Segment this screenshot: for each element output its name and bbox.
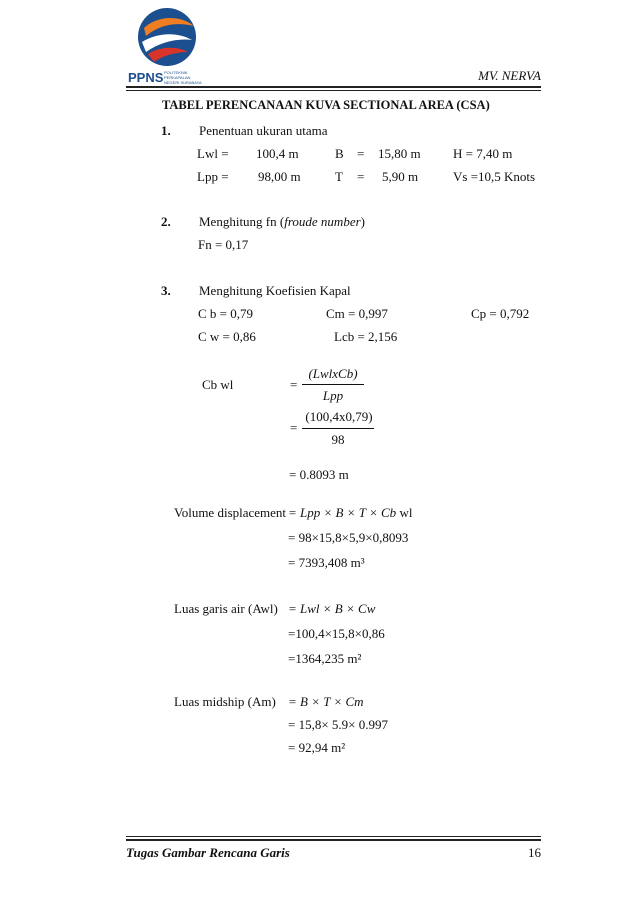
cp-value: Cp = 0,792 [471, 306, 530, 321]
awl-result: =1364,235 m² [288, 651, 362, 666]
cbwl-denominator-1: Lpp [322, 388, 344, 403]
section-2-number: 2. [161, 214, 171, 229]
cb-value: C b = 0,79 [198, 306, 254, 321]
t-eq: = [357, 169, 365, 184]
section-1-heading: Penentuan ukuran utama [199, 123, 328, 138]
section-3-number: 3. [161, 283, 171, 298]
lwl-label: Lwl = [197, 146, 229, 161]
h-value: H = 7,40 m [453, 146, 513, 161]
footer-title: Tugas Gambar Rencana Garis [126, 845, 290, 860]
t-label: T [335, 169, 343, 184]
logo-subtext-3: NEGERI SURABAYA [164, 80, 202, 85]
ppns-logo [128, 6, 208, 88]
volume-formula [288, 505, 412, 521]
awl-formula: = Lwl × B × Cw [288, 601, 376, 616]
page-title: TABEL PERENCANAAN KUVA SECTIONAL AREA (CSA) [162, 98, 490, 112]
am-result: = 92,94 m² [288, 740, 346, 755]
cbwl-eq-2: = [290, 420, 298, 435]
volume-formula-main: = Lpp × B × T × Cb [288, 505, 397, 520]
section-2-heading [199, 214, 365, 230]
footer-rule-thin [126, 836, 541, 837]
page-number: 16 [528, 845, 541, 860]
awl-substitution: =100,4×15,8×0,86 [288, 626, 385, 641]
lpp-value: 98,00 m [258, 169, 301, 184]
lpp-label: Lpp = [197, 169, 229, 184]
logo-subtext-1: POLITEKNIK [164, 70, 188, 75]
header-rule-thick [126, 86, 541, 88]
cbwl-eq-1: = [290, 377, 298, 392]
cbwl-fraction-line-1 [302, 384, 364, 385]
vs-value: Vs =10,5 Knots [453, 169, 536, 184]
am-label: Luas midship (Am) [174, 694, 276, 709]
logo-text: PPNS [128, 70, 164, 85]
awl-label: Luas garis air (Awl) [174, 601, 278, 616]
section-2-heading-post: ) [360, 214, 365, 229]
am-formula: = B × T × Cm [288, 694, 364, 709]
section-2-heading-italic: froude number [284, 214, 361, 229]
b-eq: = [357, 146, 365, 161]
volume-formula-tail: wl [396, 505, 413, 520]
footer-rule-thick [126, 839, 541, 841]
t-value: 5,90 m [382, 169, 419, 184]
section-1-number: 1. [161, 123, 171, 138]
cbwl-denominator-2: 98 [331, 432, 345, 447]
cbwl-fraction-line-2 [302, 428, 374, 429]
am-substitution: = 15,8× 5.9× 0.997 [288, 717, 388, 732]
b-label: B [335, 146, 344, 161]
cbwl-numerator-1: (LwlxCb) [308, 366, 358, 381]
lcb-value: Lcb = 2,156 [334, 329, 398, 344]
volume-label: Volume displacement [174, 505, 287, 520]
cw-value: C w = 0,86 [198, 329, 256, 344]
cbwl-label: Cb wl [202, 377, 234, 392]
cm-value: Cm = 0,997 [326, 306, 388, 321]
vessel-name: MV. NERVA [478, 68, 541, 83]
cbwl-numerator-2: (100,4x0,79) [305, 409, 373, 424]
volume-result: = 7393,408 m³ [288, 555, 365, 570]
lwl-value: 100,4 m [256, 146, 299, 161]
section-3-heading: Menghitung Koefisien Kapal [199, 283, 351, 298]
header-rule-thin [126, 90, 541, 91]
b-value: 15,80 m [378, 146, 421, 161]
logo-subtext-2: PERKAPALAN [164, 75, 191, 80]
section-2-heading-pre: Menghitung fn ( [199, 214, 285, 229]
volume-substitution: = 98×15,8×5,9×0,8093 [288, 530, 409, 545]
cbwl-result: = 0.8093 m [289, 467, 349, 482]
fn-value: Fn = 0,17 [198, 237, 249, 252]
